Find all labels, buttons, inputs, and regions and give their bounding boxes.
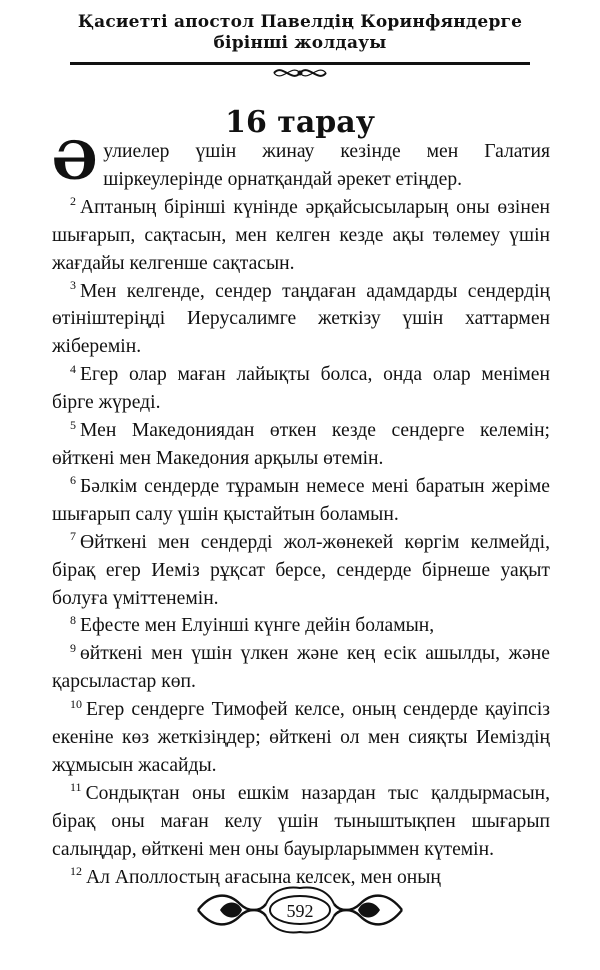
page-number: 592 bbox=[286, 901, 314, 921]
drop-cap: Ә bbox=[52, 131, 98, 192]
header-ornament-icon bbox=[270, 64, 330, 82]
verse-text: Өйткені мен сендерді жол-жөнекей көргім келмейді, бірақ егер Иеміз рұқсат берсе, сендерде бірнеше уақыт болуға үміттенемін. bbox=[52, 531, 550, 609]
verse-text: өйткені мен үшін үлкен және кең есік ашылды, және қарсыластар көп. bbox=[52, 643, 550, 693]
verse-number: 5 bbox=[70, 417, 76, 432]
verse-1 bbox=[52, 131, 550, 194]
verse-number: 6 bbox=[70, 473, 76, 488]
running-head-line-2: бірінші жолдауы bbox=[213, 33, 387, 53]
verse-number: 2 bbox=[70, 194, 76, 209]
verse-text: Егер сендерге Тимофей келсе, оның сендерде қауіпсіз екеніне көз жеткізіңдер; өйткені ол мен сияқты Иемiздiң жұмысын жасайды. bbox=[52, 699, 550, 776]
running-head-line-1: Қасиетті апостол Павелдің Коринфяндерге bbox=[77, 12, 523, 32]
verse-number: 12 bbox=[70, 864, 82, 879]
verse-number: 3 bbox=[70, 278, 76, 292]
verse-text: Ефесте мен Елуінші күнге дейін боламын, bbox=[80, 615, 435, 637]
verse-11 bbox=[52, 780, 550, 864]
verse-5 bbox=[52, 417, 550, 473]
running-head bbox=[0, 12, 600, 54]
verse-text: улиелер үшін жинау кезінде мен Галатия шіркеулерінде орнатқандай әрекет етіңдер. bbox=[103, 141, 550, 190]
verse-number: 8 bbox=[70, 612, 76, 627]
chapter-title: 16 тарау bbox=[225, 105, 375, 140]
verse-text: Мен келгенде, сендер таңдаған адамдарды сендердің өтініштеріңді Иерусалимге жеткізу үшін хаттармен жіберемін. bbox=[52, 280, 550, 358]
verse-3 bbox=[52, 278, 550, 362]
verse-4 bbox=[52, 361, 550, 417]
verse-number: 10 bbox=[70, 696, 82, 711]
verse-2 bbox=[52, 194, 550, 278]
verse-number: 4 bbox=[70, 361, 76, 376]
verse-9 bbox=[52, 640, 550, 696]
verse-text: Аптаның бірінші күнінде әрқайсысыларың оны өзінен шығарып, сақтасын, мен келген кезде ақы төлемеу үшін жағдайы келгенше сақтасын. bbox=[52, 196, 550, 274]
verse-text: Ал Аполлостың ағасына келсек, мен оның bbox=[86, 866, 441, 888]
scripture-body bbox=[52, 131, 550, 891]
verse-8 bbox=[52, 612, 550, 640]
verse-6 bbox=[52, 473, 550, 529]
verse-text: Бәлкім сендерде тұрамын немесе мені баратын жеріме шығарып салу үшін қыстайтын боламын. bbox=[52, 475, 550, 525]
verse-text: Сондықтан оны ешкім назардан тыс қалдырмасын, бірақ оны маған келу үшін тыныштықпен шығарып салыңдар, өйткені мен оны бауырларыммен күтемін. bbox=[52, 782, 550, 860]
verse-number: 11 bbox=[70, 780, 82, 795]
verse-number: 9 bbox=[70, 640, 76, 655]
verse-text: Егер олар маған лайықты болса, онда олар менімен бірге жүреді. bbox=[52, 364, 550, 414]
verse-text: Мен Македониядан өткен кезде сендерге келемін; өйткені мен Македония арқылы өтемін. bbox=[52, 420, 550, 469]
verse-7 bbox=[52, 529, 550, 613]
verse-number: 7 bbox=[70, 529, 76, 544]
verse-10 bbox=[52, 696, 550, 780]
